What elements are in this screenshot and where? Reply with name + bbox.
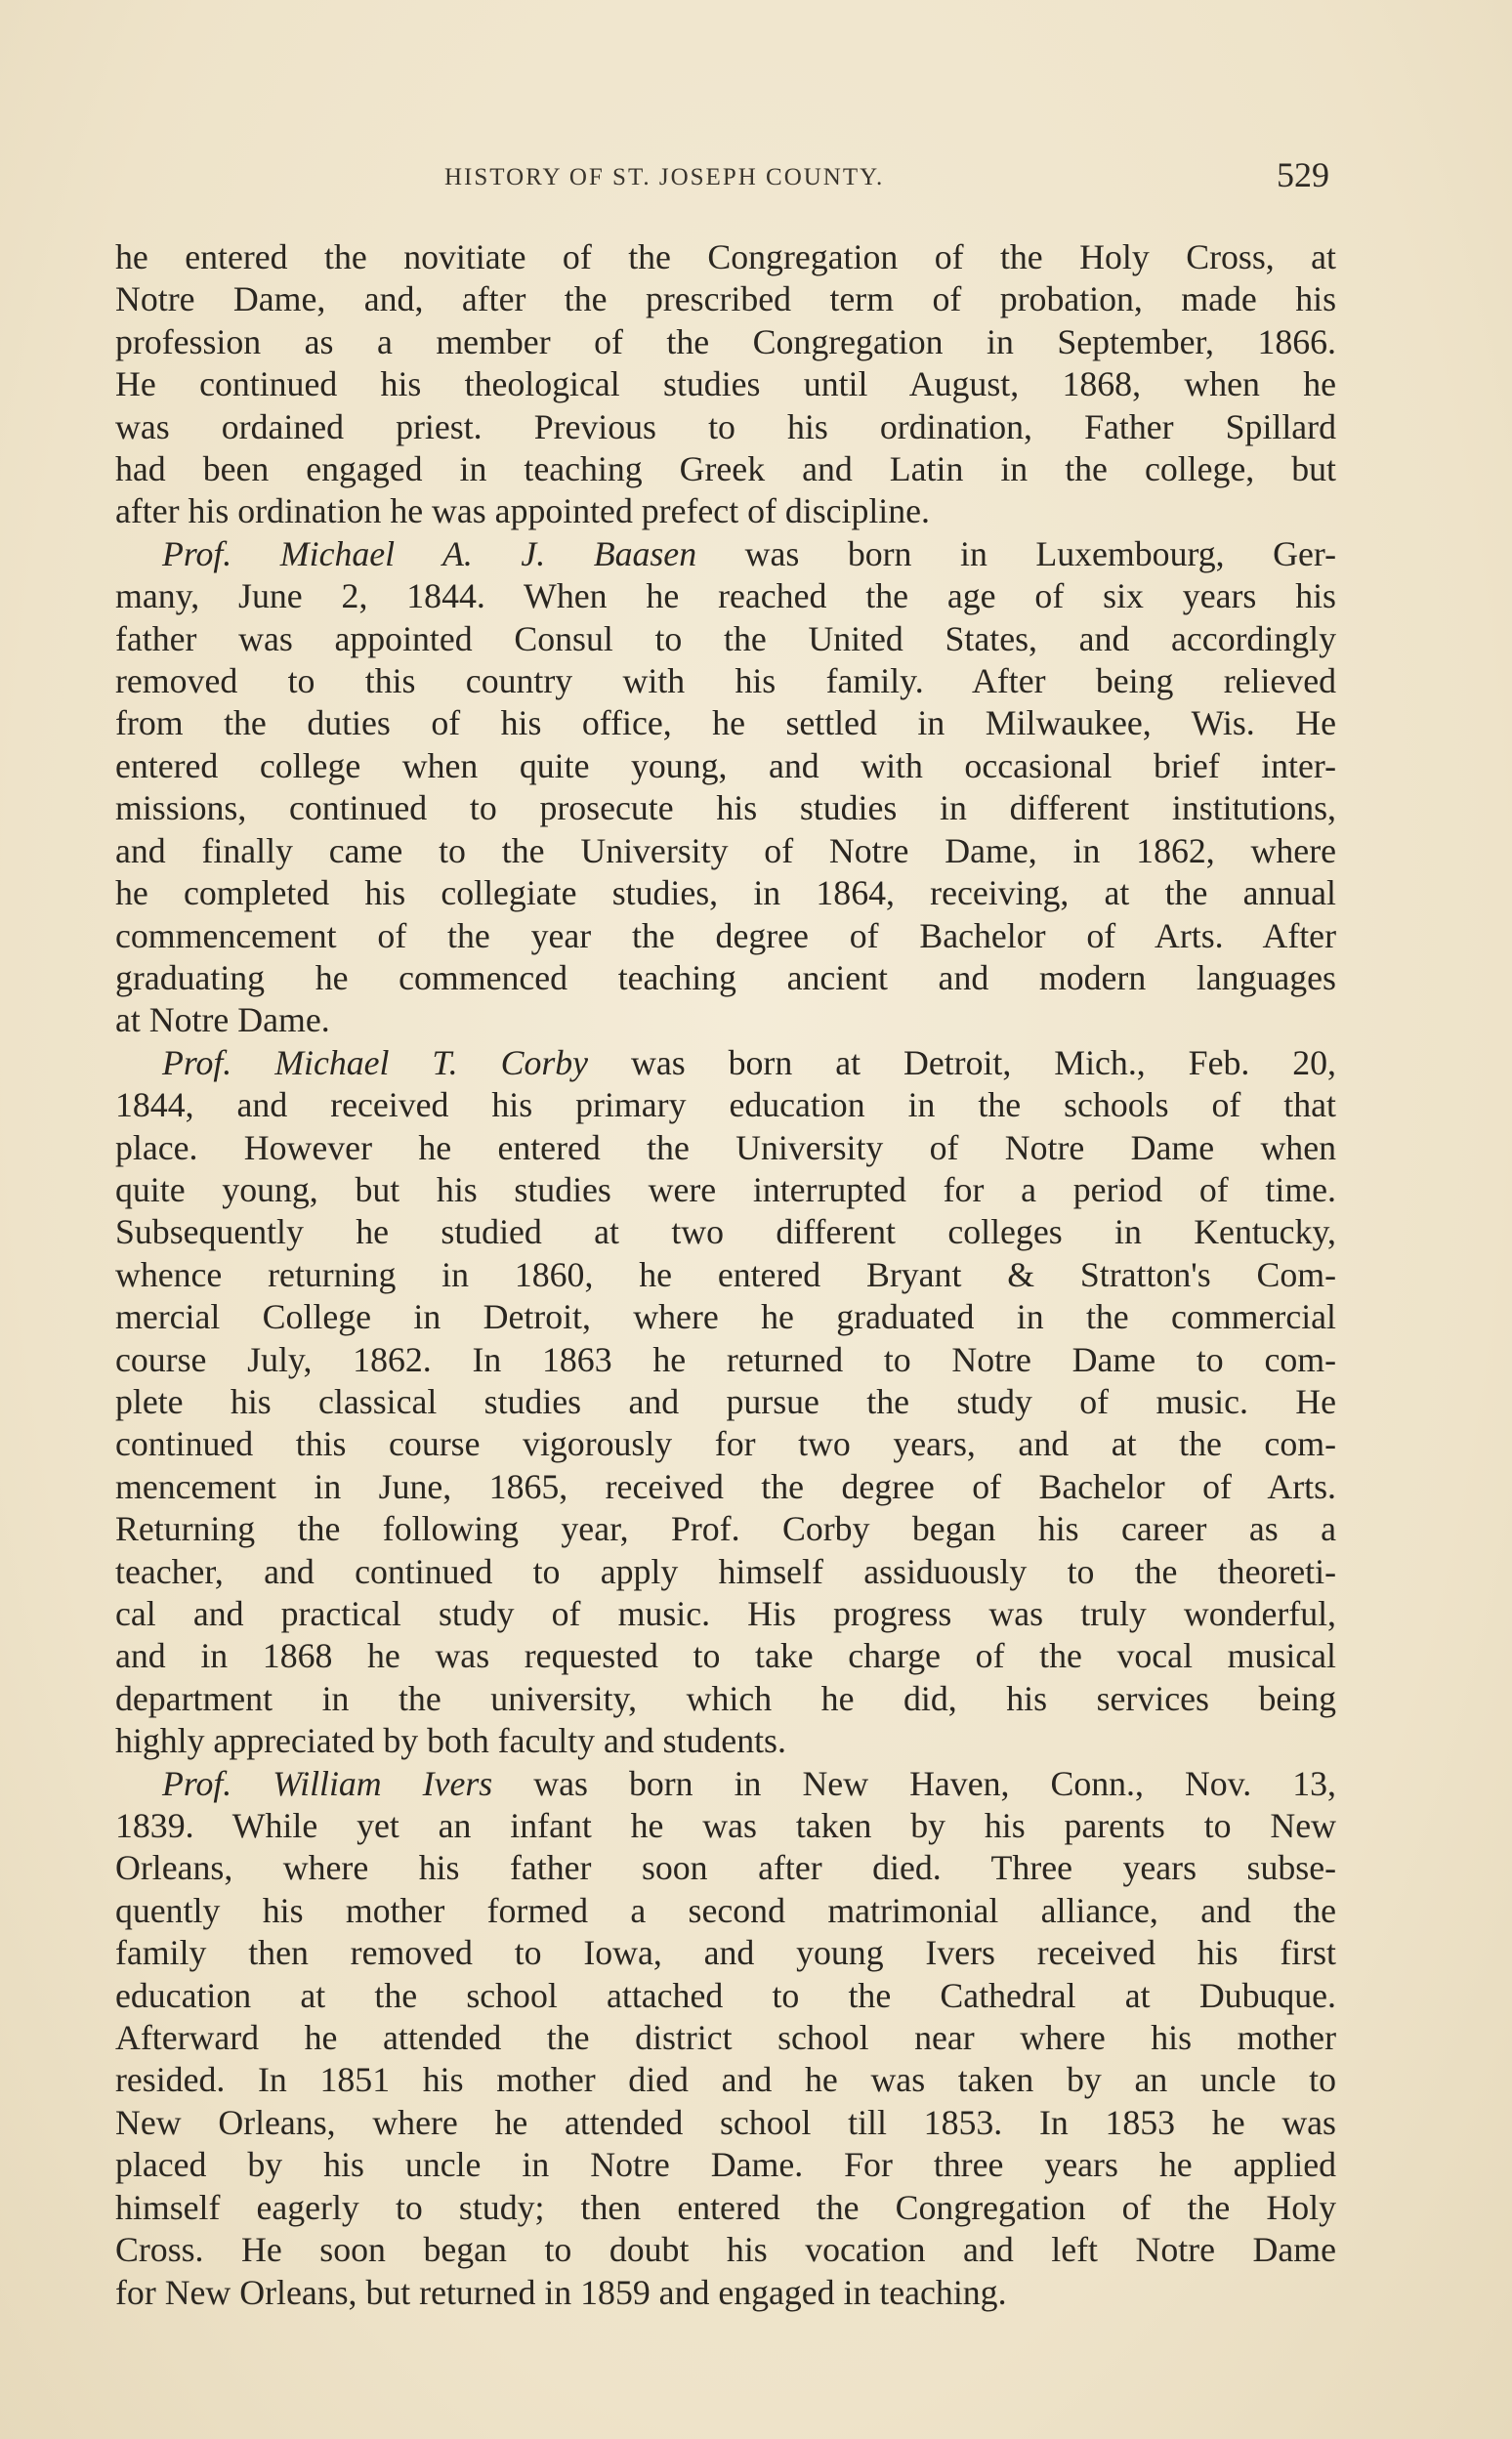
person-name: Prof. Michael A. J. Baasen <box>162 533 697 573</box>
line-text: cal and practical study of music. His progress was truly wonderful, <box>115 1594 1336 1633</box>
text-line <box>115 321 1336 363</box>
text-line <box>115 1381 1336 1423</box>
line-text: resided. In 1851 his mother died and he was taken by an uncle to <box>115 2060 1336 2100</box>
text-line <box>115 2017 1336 2059</box>
text-line <box>115 660 1336 702</box>
line-text: from the duties of his office, he settled in Milwaukee, Wis. He <box>115 703 1336 743</box>
line-text: quently his mother formed a second matrimonial alliance, and the <box>115 1890 1336 1930</box>
line-text: Notre Dame, and, after the prescribed term of probation, made his <box>115 279 1336 319</box>
paragraph-start-line <box>115 533 1336 575</box>
text-line <box>115 2059 1336 2101</box>
text-line <box>115 1551 1336 1593</box>
line-text: commencement of the year the degree of Bachelor of Arts. After <box>115 915 1336 955</box>
line-text: was born in New Haven, Conn., Nov. 13, <box>492 1763 1336 1803</box>
text-line <box>115 1593 1336 1635</box>
text-line <box>115 957 1336 999</box>
text-line <box>115 1635 1336 1677</box>
text-line <box>115 575 1336 617</box>
line-text: Subsequently he studied at two different colleges in Kentucky, <box>115 1212 1336 1252</box>
text-line <box>115 915 1336 957</box>
line-text: was born at Detroit, Mich., Feb. 20, <box>588 1042 1336 1082</box>
text-line <box>115 406 1336 448</box>
line-text: department in the university, which he did, his services being <box>115 1678 1336 1718</box>
line-text: course July, 1862. In 1863 he returned to Notre Dame to com- <box>115 1339 1336 1379</box>
line-text: family then removed to Iowa, and young Ivers received his first <box>115 1933 1336 1973</box>
person-name: Prof. William Ivers <box>162 1763 493 1803</box>
body-text <box>115 236 1336 2314</box>
text-line <box>115 999 1336 1041</box>
text-line <box>115 2229 1336 2271</box>
line-text: mercial College in Detroit, where he graduated in the commercial <box>115 1297 1336 1337</box>
line-text: removed to this country with his family. After being relieved <box>115 661 1336 701</box>
text-line <box>115 618 1336 660</box>
running-head: HISTORY OF ST. JOSEPH COUNTY. <box>444 164 885 190</box>
line-text: quite young, but his studies were interrupted for a period of time. <box>115 1169 1336 1209</box>
text-line <box>115 872 1336 914</box>
text-line <box>115 1678 1336 1720</box>
text-line <box>115 1169 1336 1211</box>
line-text: plete his classical studies and pursue the study of music. He <box>115 1381 1336 1421</box>
line-text: and in 1868 he was requested to take charge of the vocal musical <box>115 1636 1336 1676</box>
line-text: profession as a member of the Congregation in September, 1866. <box>115 321 1336 361</box>
line-text: Cross. He soon began to doubt his vocation and left Notre Dame <box>115 2230 1336 2270</box>
line-text: at Notre Dame. <box>115 1000 330 1040</box>
line-text: education at the school attached to the Cathedral at Dubuque. <box>115 1975 1336 2015</box>
text-line <box>115 448 1336 490</box>
line-text: Returning the following year, Prof. Corby began his career as a <box>115 1509 1336 1549</box>
text-line <box>115 1847 1336 1889</box>
text-line <box>115 1423 1336 1465</box>
line-text: whence returning in 1860, he entered Bryant & Stratton's Com- <box>115 1254 1336 1294</box>
text-line <box>115 830 1336 872</box>
line-text: continued this course vigorously for two years, and at the com- <box>115 1424 1336 1464</box>
line-text: was ordained priest. Previous to his ordination, Father Spillard <box>115 406 1336 446</box>
line-text: mencement in June, 1865, received the degree of Bachelor of Arts. <box>115 1466 1336 1506</box>
text-line <box>115 1296 1336 1338</box>
line-text: after his ordination he was appointed prefect of discipline. <box>115 491 930 531</box>
line-text: himself eagerly to study; then entered the Congregation of the Holy <box>115 2187 1336 2227</box>
person-name: Prof. Michael T. Corby <box>162 1042 589 1082</box>
text-line <box>115 490 1336 532</box>
text-line <box>115 2144 1336 2186</box>
text-line <box>115 2272 1336 2314</box>
line-text: for New Orleans, but returned in 1859 and engaged in teaching. <box>115 2272 1007 2312</box>
line-text: 1844, and received his primary education in the schools of that <box>115 1085 1336 1125</box>
text-line <box>115 1805 1336 1847</box>
text-line <box>115 1975 1336 2017</box>
line-text: New Orleans, where he attended school till 1853. In 1853 he was <box>115 2102 1336 2142</box>
line-text: had been engaged in teaching Greek and Latin in the college, but <box>115 449 1336 489</box>
text-line <box>115 1508 1336 1550</box>
text-line <box>115 1127 1336 1169</box>
text-line <box>115 1466 1336 1508</box>
line-text: Afterward he attended the district school near where his mother <box>115 2018 1336 2058</box>
text-line <box>115 702 1336 744</box>
text-line <box>115 745 1336 787</box>
text-line <box>115 2187 1336 2229</box>
text-line <box>115 1211 1336 1253</box>
text-line <box>115 1932 1336 1974</box>
text-line <box>115 1339 1336 1381</box>
text-line <box>115 787 1336 829</box>
line-text: entered college when quite young, and with occasional brief inter- <box>115 745 1336 785</box>
text-line <box>115 278 1336 320</box>
line-text: graduating he commenced teaching ancient and modern languages <box>115 957 1336 997</box>
line-text: He continued his theological studies until August, 1868, when he <box>115 364 1336 404</box>
text-line <box>115 1084 1336 1126</box>
line-text: teacher, and continued to apply himself assiduously to the theoreti- <box>115 1551 1336 1591</box>
text-line <box>115 1890 1336 1932</box>
line-text: place. However he entered the University of Notre Dame when <box>115 1127 1336 1167</box>
page-number: 529 <box>1277 155 1329 194</box>
line-text: many, June 2, 1844. When he reached the age of six years his <box>115 576 1336 616</box>
line-text: highly appreciated by both faculty and students. <box>115 1721 786 1761</box>
line-text: placed by his uncle in Notre Dame. For three years he applied <box>115 2145 1336 2185</box>
paragraph-start-line <box>115 1042 1336 1084</box>
line-text: father was appointed Consul to the United States, and accordingly <box>115 618 1336 658</box>
line-text: missions, continued to prosecute his studies in different institutions, <box>115 788 1336 828</box>
line-text: was born in Luxembourg, Ger- <box>696 533 1336 573</box>
line-text: 1839. While yet an infant he was taken by his parents to New <box>115 1806 1336 1846</box>
paragraph-start-line <box>115 1763 1336 1805</box>
line-text: and finally came to the University of Notre Dame, in 1862, where <box>115 830 1336 870</box>
text-line <box>115 1254 1336 1296</box>
text-line <box>115 2102 1336 2144</box>
text-line <box>115 363 1336 405</box>
text-line <box>115 236 1336 278</box>
line-text: he completed his collegiate studies, in 1864, receiving, at the annual <box>115 873 1336 913</box>
line-text: Orleans, where his father soon after died. Three years subse- <box>115 1848 1336 1888</box>
text-line <box>115 1720 1336 1762</box>
line-text: he entered the novitiate of the Congregation of the Holy Cross, at <box>115 237 1336 276</box>
